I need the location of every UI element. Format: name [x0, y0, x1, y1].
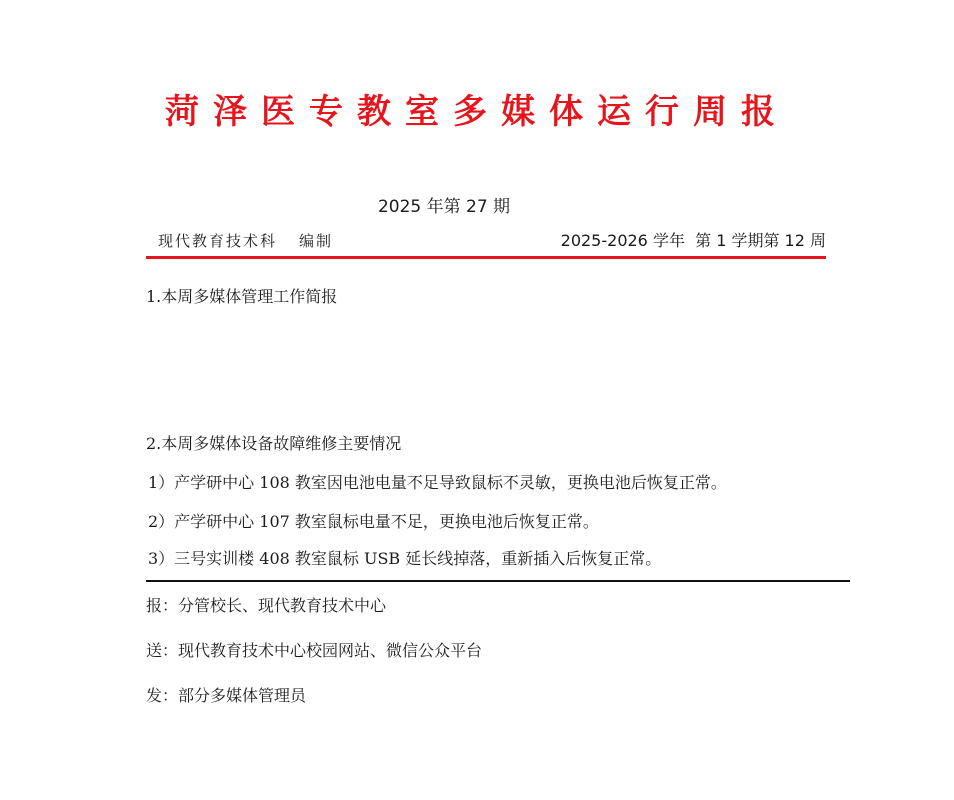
repair-item: 3）三号实训楼 408 教室鼠标 USB 延长线掉落，重新插入后恢复正常。 — [148, 549, 662, 568]
editor-department: 现代教育技术科 — [158, 232, 278, 250]
issue-to-line: 发：部分多媒体管理员 — [146, 686, 307, 705]
editor-suffix: 编制 — [299, 232, 334, 250]
editor-line — [158, 230, 333, 252]
academic-term: 2025-2026 学年 第 1 学期第 12 周 — [560, 231, 826, 250]
red-divider — [146, 256, 826, 259]
issue-number: 2025 年第 27 期 — [377, 197, 511, 217]
section-heading-work-brief: 1.本周多媒体管理工作简报 — [146, 287, 338, 306]
section-heading-repairs: 2.本周多媒体设备故障维修主要情况 — [146, 434, 402, 453]
repair-item: 1）产学研中心 108 教室因电池电量不足导致鼠标不灵敏，更换电池后恢复正常。 — [148, 473, 727, 492]
black-divider — [146, 580, 850, 582]
report-to-line: 报：分管校长、现代教育技术中心 — [146, 596, 387, 615]
repair-item: 2）产学研中心 107 教室鼠标电量不足，更换电池后恢复正常。 — [148, 512, 599, 531]
document-title: 菏泽医专教室多媒体运行周报 — [165, 92, 789, 132]
send-to-line: 送：现代教育技术中心校园网站、微信公众平台 — [146, 641, 483, 660]
